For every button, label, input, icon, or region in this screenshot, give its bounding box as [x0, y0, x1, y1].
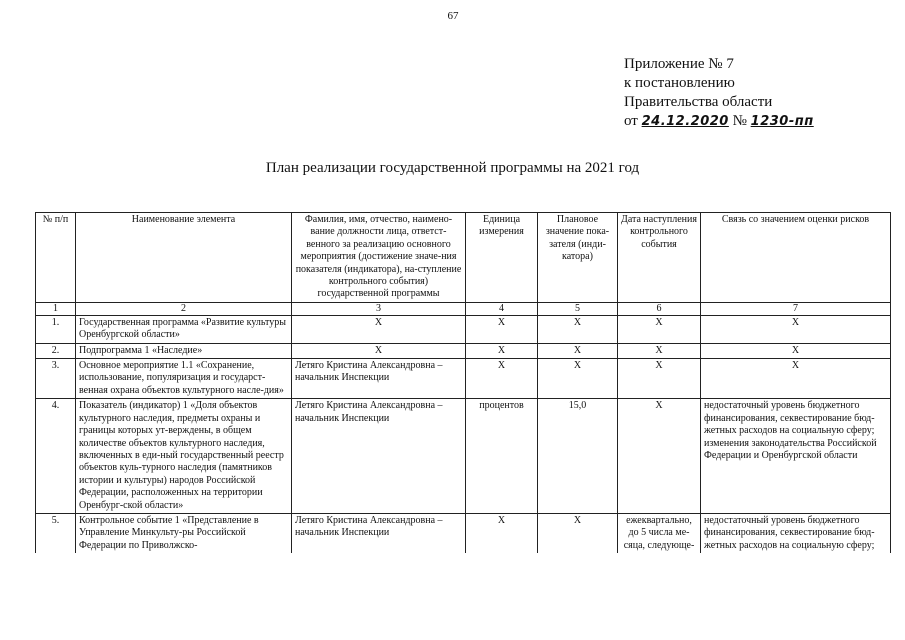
appendix-line-2: к постановлению: [624, 75, 735, 91]
row-number: 1.: [36, 315, 76, 343]
column-number-row: [36, 302, 891, 315]
unit: Х: [466, 315, 538, 343]
event-date: ежеквартально, до 5 числа ме-сяца, следующе-: [618, 513, 701, 553]
appendix-line-1: Приложение № 7: [624, 56, 734, 72]
handwritten-number: 1230-пп: [750, 114, 814, 129]
element-name: Показатель (индикатор) 1 «Доля объектов культурного наследия, предметы охраны и границы которых ут-верждены, в общем количестве объектов культурного наследия, включенных в еди-ный государственный реестр объектов куль-турного наследия (памятников истории и культуры) народов Российской Федерации, расположенных на территории Оренбург-ской области»: [76, 399, 292, 514]
unit: процентов: [466, 399, 538, 514]
risk-link: Х: [701, 343, 891, 358]
event-date: Х: [618, 359, 701, 399]
column-number: 2: [76, 302, 292, 315]
element-name: Государственная программа «Развитие культуры Оренбургской области»: [76, 315, 292, 343]
column-number: 5: [538, 302, 618, 315]
responsible-person: Летяго Кристина Александровна – начальник Инспекции: [292, 359, 466, 399]
event-date: Х: [618, 343, 701, 358]
header-cell: № п/п: [36, 213, 76, 303]
planned-value: 15,0: [538, 399, 618, 514]
appendix-line-4: [624, 112, 814, 131]
risk-link: недостаточный уровень бюджетного финансирования, секвестирование бюд-жетных расходов на социальную сферу; изменения законодательства Российской Федерации и Оренбургской области: [701, 399, 891, 514]
column-number: 3: [292, 302, 466, 315]
risk-link: Х: [701, 315, 891, 343]
row-number: 3.: [36, 359, 76, 399]
planned-value: Х: [538, 315, 618, 343]
planned-value: Х: [538, 359, 618, 399]
element-name: Основное мероприятие 1.1 «Сохранение, использование, популяризация и государст-венная охрана объектов культурного насле-дия»: [76, 359, 292, 399]
plan-table: [35, 212, 891, 553]
page-number: 67: [447, 10, 459, 22]
unit: Х: [466, 513, 538, 553]
appendix-line-3: Правительства области: [624, 94, 773, 110]
row-number: 4.: [36, 399, 76, 514]
table-row: [36, 513, 891, 553]
planned-value: Х: [538, 343, 618, 358]
unit: Х: [466, 343, 538, 358]
row-number: 5.: [36, 513, 76, 553]
header-cell: Дата наступления контрольного события: [618, 213, 701, 303]
header-cell: Наименование элемента: [76, 213, 292, 303]
event-date: Х: [618, 399, 701, 514]
table-row: [36, 359, 891, 399]
responsible-person: Х: [292, 315, 466, 343]
table-row: [36, 315, 891, 343]
element-name: Подпрограмма 1 «Наследие»: [76, 343, 292, 358]
column-number: 6: [618, 302, 701, 315]
header-cell: Фамилия, имя, отчество, наимено-вание должности лица, ответст-венного за реализацию основного мероприятия (достижение значе-ния показателя (индикатора), на-ступление контрольного события) государственной программы: [292, 213, 466, 303]
responsible-person: Х: [292, 343, 466, 358]
header-cell: Плановое значение пока-зателя (инди-катора): [538, 213, 618, 303]
unit: Х: [466, 359, 538, 399]
appendix-block: [624, 55, 814, 131]
table-row: [36, 399, 891, 514]
risk-link: недостаточный уровень бюджетного финансирования, секвестирование бюд-жетных расходов на социальную сферу;: [701, 513, 891, 553]
appendix-from-label: от: [624, 113, 638, 129]
event-date: Х: [618, 315, 701, 343]
responsible-person: Летяго Кристина Александровна – начальник Инспекции: [292, 399, 466, 514]
planned-value: Х: [538, 513, 618, 553]
responsible-person: Летяго Кристина Александровна – начальник Инспекции: [292, 513, 466, 553]
header-row: [36, 213, 891, 303]
risk-link: Х: [701, 359, 891, 399]
column-number: 4: [466, 302, 538, 315]
column-number: 1: [36, 302, 76, 315]
header-cell: Связь со значением оценки рисков: [701, 213, 891, 303]
handwritten-date: 24.12.2020: [641, 114, 729, 129]
document-title: План реализации государственной программы на 2021 год: [265, 160, 640, 176]
number-sign: №: [732, 113, 747, 129]
column-number: 7: [701, 302, 891, 315]
element-name: Контрольное событие 1 «Представление в Управление Минкульту-ры Российской Федерации по Приволжско-: [76, 513, 292, 553]
table-row: [36, 343, 891, 358]
header-cell: Единица измерения: [466, 213, 538, 303]
row-number: 2.: [36, 343, 76, 358]
